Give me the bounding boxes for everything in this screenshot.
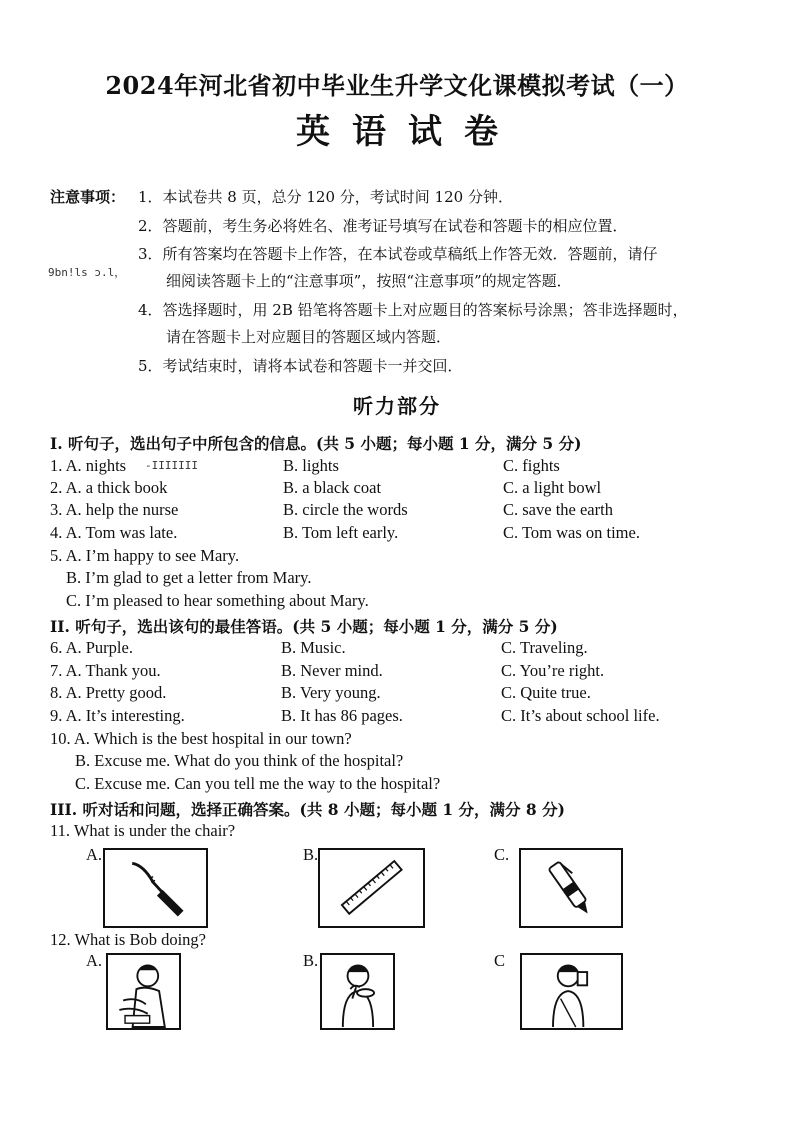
q11-label-b: B. [303, 845, 319, 864]
q2-option-c: C. a light bowl [503, 478, 602, 497]
q6-option-b: B. Music. [281, 638, 346, 657]
notice-item-4-cont: 请在答题卡上对应题目的答题区域内答题． [166, 328, 452, 346]
q11-label-c: C. [494, 845, 510, 864]
q9-option-c: C. It’s about school life. [501, 706, 660, 725]
notice-item-3: 3．所有答案均在答题卡上作答，在本试卷或草稿纸上作答无效．答题前，请仔 [138, 245, 658, 263]
q12-label-b: B. [303, 951, 319, 970]
washing-icon [108, 955, 179, 1028]
notice-item-3-cont: 细阅读答题卡上的“注意事项”，按照“注意事项”的规定答题． [166, 272, 572, 290]
q1-option-a: 1. A. nights [50, 456, 127, 475]
q12-label-c: C [494, 951, 506, 970]
pen-icon [521, 850, 621, 926]
q11-picture-b[interactable] [318, 848, 425, 928]
stray-mark-2: -IIIIIII [145, 459, 198, 472]
notice-label: 注意事项： [50, 188, 126, 206]
q4-option-a: 4. A. Tom was late. [50, 523, 178, 542]
q4-option-b: B. Tom left early. [283, 523, 399, 542]
q3-option-b: B. circle the words [283, 500, 408, 519]
exam-subtitle: 英语试卷 [296, 112, 520, 152]
q5-option-c: C. I’m pleased to hear something about Mary. [66, 591, 369, 610]
notice-item-1: 1．本试卷共 8 页，总分 120 分，考试时间 120 分钟． [138, 188, 513, 206]
exam-title: 2024年河北省初中毕业生升学文化课模拟考试（一） [105, 71, 689, 100]
q11-label-a: A. [86, 845, 103, 864]
q9-option-b: B. It has 86 pages. [281, 706, 403, 725]
q1-option-c: C. fights [503, 456, 560, 475]
ruler-icon [320, 850, 423, 926]
q5-option-a: 5. A. I’m happy to see Mary. [50, 546, 240, 565]
q11-picture-c[interactable] [519, 848, 623, 928]
notice-item-5: 5．考试结束时，请将本试卷和答题卡一并交回． [138, 357, 463, 375]
q6-option-a: 6. A. Purple. [50, 638, 133, 657]
q5-option-b: B. I’m glad to get a letter from Mary. [66, 568, 312, 587]
notice-item-4: 4．答选择题时，用 2B 铅笔将答题卡上对应题目的答案标号涂黑；答非选择题时， [138, 301, 688, 319]
part3-heading: III. 听对话和问题，选择正确答案。(共 8 小题；每小题 1 分，满分 8 分) [50, 800, 565, 819]
part1-heading: I. 听句子，选出句子中所包含的信息。(共 5 小题；每小题 1 分，满分 5 分) [50, 434, 582, 453]
q10-option-b: B. Excuse me. What do you think of the hospital? [75, 751, 404, 770]
drinking-icon [522, 955, 621, 1028]
q11-stem: 11. What is under the chair? [50, 821, 236, 840]
q8-option-c: C. Quite true. [501, 683, 591, 702]
section-title: 听力部分 [353, 394, 441, 418]
q10-option-a: 10. A. Which is the best hospital in our town? [50, 729, 352, 748]
q12-picture-a[interactable] [106, 953, 181, 1030]
q3-option-c: C. save the earth [503, 500, 613, 519]
q11-picture-a[interactable] [103, 848, 208, 928]
q2-option-a: 2. A. a thick book [50, 478, 168, 497]
q3-option-a: 3. A. help the nurse [50, 500, 179, 519]
q12-picture-b[interactable] [320, 953, 395, 1030]
paintbrush-icon [105, 850, 206, 926]
q1-option-b: B. lights [283, 456, 339, 475]
q8-option-b: B. Very young. [281, 683, 381, 702]
q4-option-c: C. Tom was on time. [503, 523, 640, 542]
q9-option-a: 9. A. It’s interesting. [50, 706, 185, 725]
q2-option-b: B. a black coat [283, 478, 382, 497]
eating-icon [322, 955, 393, 1028]
q12-stem: 12. What is Bob doing? [50, 930, 206, 949]
q12-label-a: A. [86, 951, 103, 970]
stray-mark: 9bn!ls ɔ.l， [48, 266, 126, 279]
q6-option-c: C. Traveling. [501, 638, 588, 657]
q8-option-a: 8. A. Pretty good. [50, 683, 167, 702]
q7-option-a: 7. A. Thank you. [50, 661, 161, 680]
q7-option-c: C. You’re right. [501, 661, 605, 680]
part2-heading: II. 听句子，选出该句的最佳答语。(共 5 小题；每小题 1 分，满分 5 分) [50, 617, 558, 636]
notice-item-2: 2．答题前，考生务必将姓名、准考证号填写在试卷和答题卡的相应位置． [138, 217, 628, 235]
q7-option-b: B. Never mind. [281, 661, 383, 680]
q10-option-c: C. Excuse me. Can you tell me the way to the hospital? [75, 774, 441, 793]
q12-picture-c[interactable] [520, 953, 623, 1030]
